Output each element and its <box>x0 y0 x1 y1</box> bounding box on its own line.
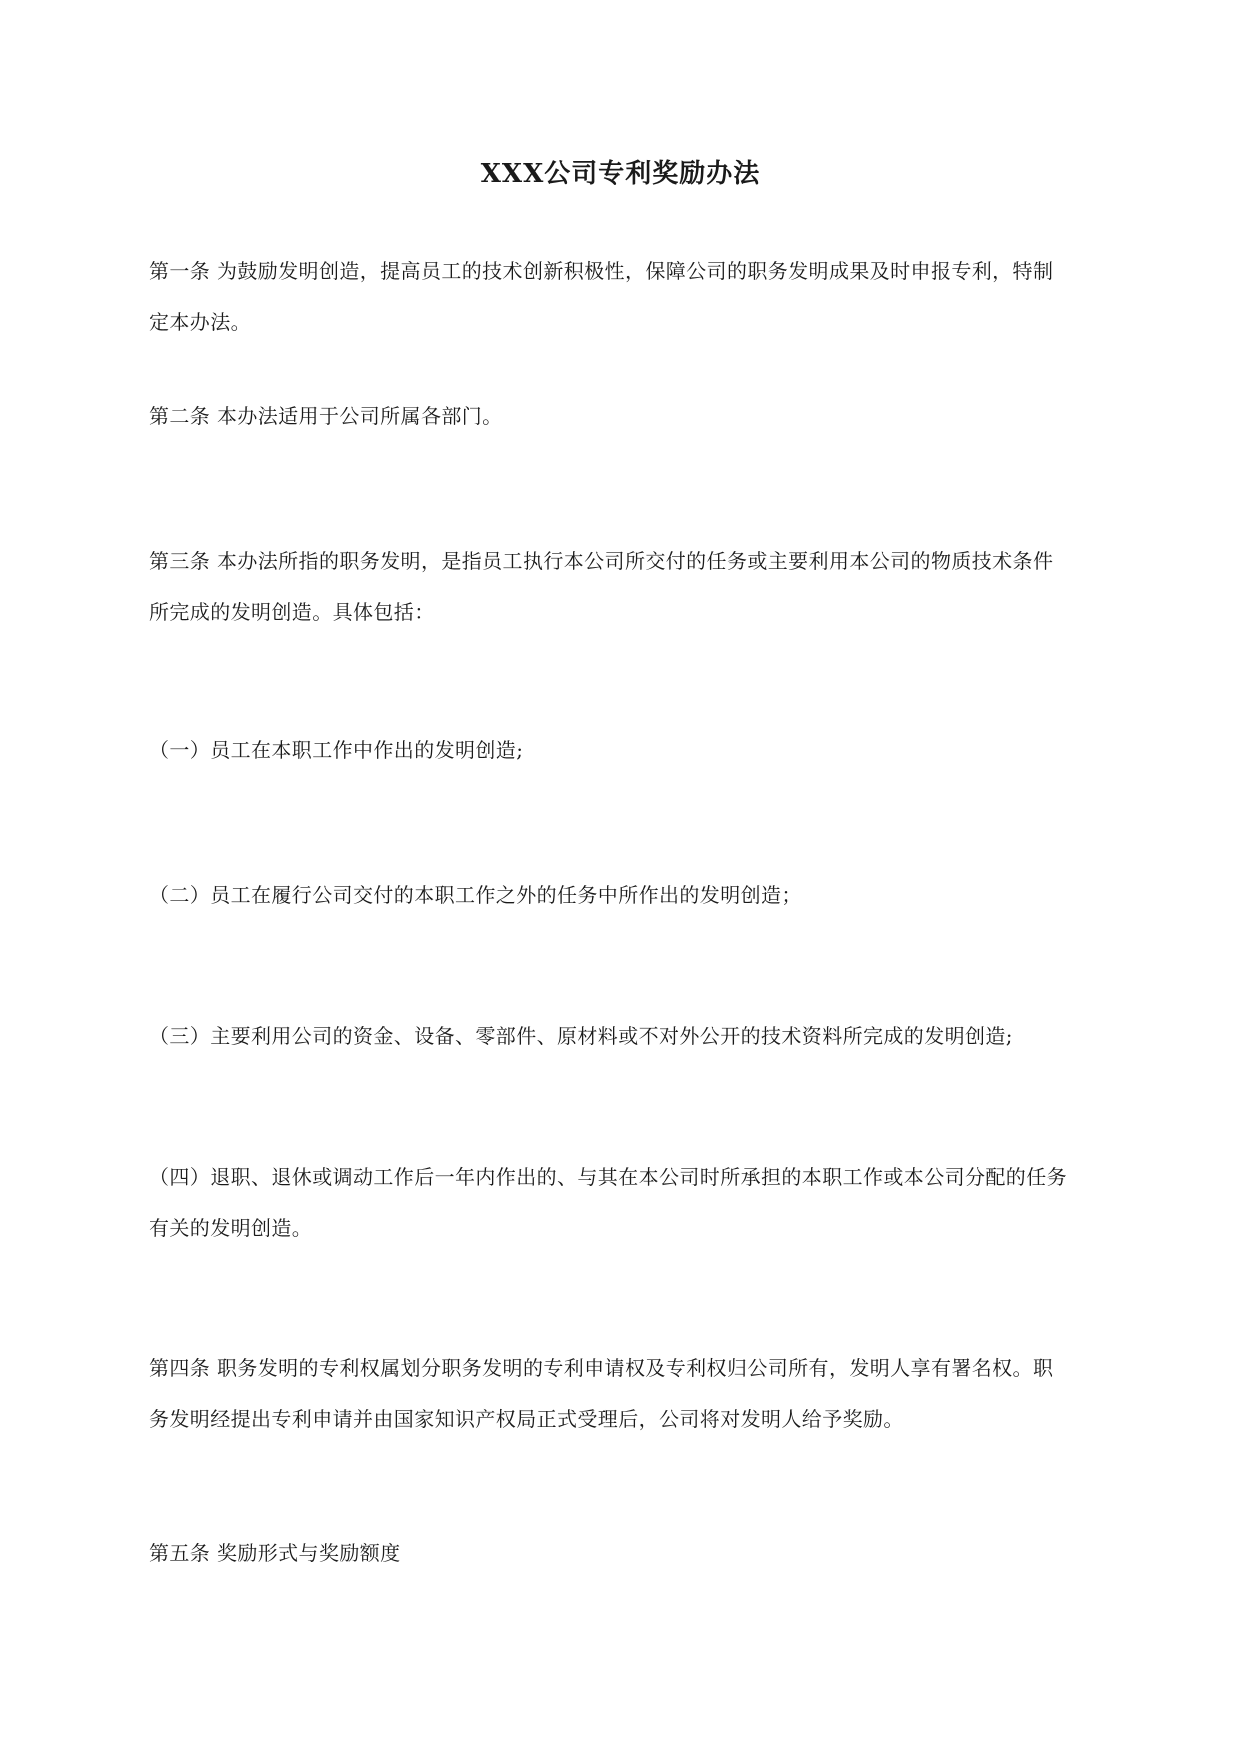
article-5 <box>149 1528 1119 1579</box>
list-item-2 <box>149 870 1119 921</box>
article-2 <box>149 391 1119 442</box>
list-item-1 <box>149 725 1119 776</box>
list-item-4-line-2: 有关的发明创造。 <box>149 1216 313 1240</box>
article-3-line-1: 第三条 本办法所指的职务发明，是指员工执行本公司所交付的任务或主要利用本公司的物质技术条件 <box>149 549 1054 573</box>
article-2-line-1: 第二条 本办法适用于公司所属各部门。 <box>149 404 503 428</box>
list-item-4 <box>149 1152 1119 1254</box>
article-4-line-2: 务发明经提出专利申请并由国家知识产权局正式受理后，公司将对发明人给予奖励。 <box>149 1407 904 1431</box>
article-1 <box>149 246 1119 348</box>
document-title: XXX公司专利奖励办法 <box>480 159 761 189</box>
article-4 <box>149 1343 1119 1445</box>
article-1-line-1: 第一条 为鼓励发明创造，提高员工的技术创新积极性，保障公司的职务发明成果及时申报专利，特制 <box>149 259 1054 283</box>
list-item-4-line-1: （四）退职、退休或调动工作后一年内作出的、与其在本公司时所承担的本职工作或本公司分配的任务 <box>149 1165 1067 1189</box>
article-1-line-2: 定本办法。 <box>149 310 251 334</box>
list-item-3 <box>149 1011 1119 1062</box>
list-item-2-line-1: （二）员工在履行公司交付的本职工作之外的任务中所作出的发明创造； <box>149 883 802 907</box>
article-3-line-2: 所完成的发明创造。具体包括： <box>149 600 435 624</box>
article-5-line-1: 第五条 奖励形式与奖励额度 <box>149 1541 401 1565</box>
list-item-1-line-1: （一）员工在本职工作中作出的发明创造; <box>149 738 524 762</box>
article-3 <box>149 536 1119 638</box>
article-4-line-1: 第四条 职务发明的专利权属划分职务发明的专利申请权及专利权归公司所有，发明人享有署名权。职 <box>149 1356 1054 1380</box>
list-item-3-line-1: （三）主要利用公司的资金、设备、零部件、原材料或不对外公开的技术资料所完成的发明创造; <box>149 1024 1013 1048</box>
